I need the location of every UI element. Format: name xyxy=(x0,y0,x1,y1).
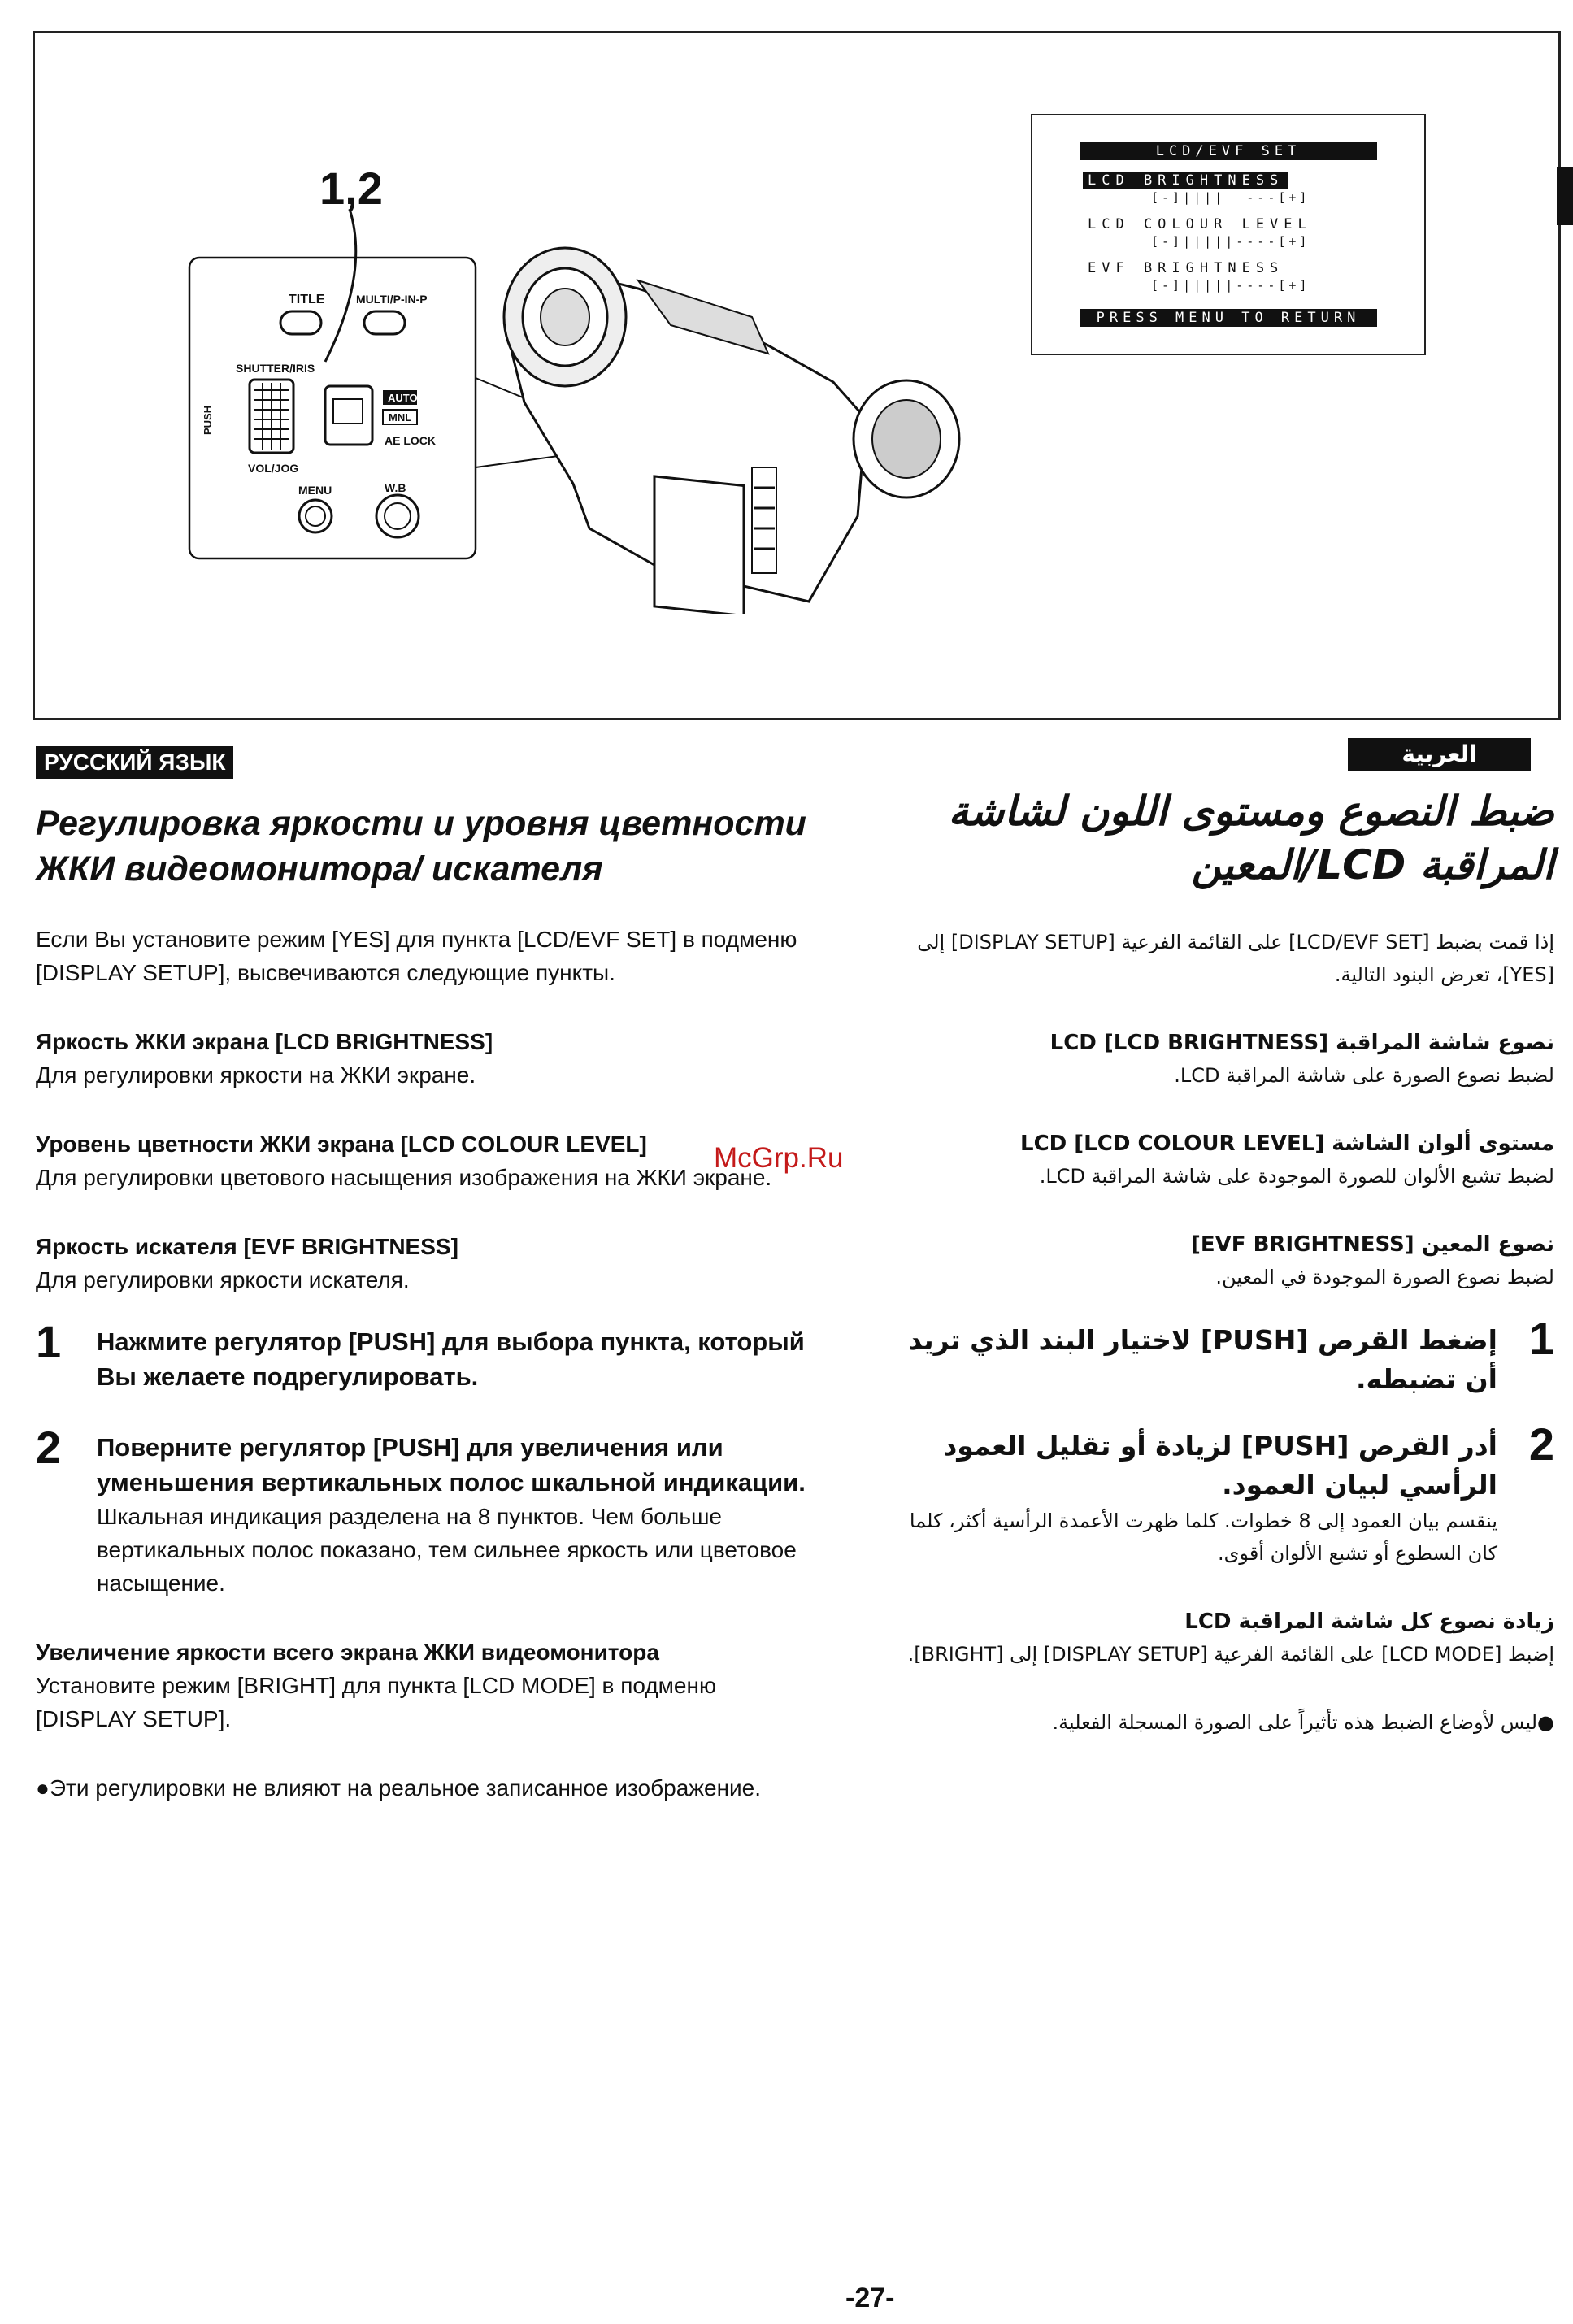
russian-note: ●Эти регулировки не влияют на реальное записанное изображение. xyxy=(36,1775,762,1801)
russian-step xyxy=(36,1422,841,1600)
menu-button-inner xyxy=(306,506,325,526)
voljog-label: VOL/JOG xyxy=(248,462,299,475)
russian-title: Регулировка яркости и уровня цветности ЖКИ видеомонитора/ искателя xyxy=(36,804,806,888)
menu-header: LCD/EVF SET xyxy=(1080,142,1377,160)
arabic-section-heading: مستوى ألوان الشاشة LCD [LCD COLOUR LEVEL] xyxy=(1020,1132,1554,1156)
camcorder-illustration xyxy=(183,159,996,614)
arabic-section-text: لضبط نصوع الصورة الموجودة في المعين. xyxy=(1215,1266,1554,1288)
arabic-title: ضبط النصوع ومستوى اللون لشاشة المراقبة LCD/المعين xyxy=(948,788,1554,888)
menu-screen xyxy=(1031,114,1426,355)
menu-footer: PRESS MENU TO RETURN xyxy=(1080,309,1377,327)
mnl-label: MNL xyxy=(389,411,412,424)
step-number: 1 xyxy=(1528,1313,1554,1364)
step-instruction: أدر القرص [PUSH] لزيادة أو تقليل العمود الرأسي لبيان العمود. xyxy=(943,1430,1497,1501)
russian-full-bright-text: Установите режим [BRIGHT] для пункта [LCD MODE] в подменю [DISPLAY SETUP]. xyxy=(36,1673,716,1731)
russian-section-heading: Уровень цветности ЖКИ экрана [LCD COLOUR LEVEL] xyxy=(36,1132,647,1157)
mode-switch[interactable] xyxy=(325,386,372,445)
arabic-step xyxy=(878,1313,1554,1399)
arabic-language-tag: العربية xyxy=(1348,738,1531,771)
menu-item-evf-brightness: EVF BRIGHTNESS xyxy=(1088,260,1284,276)
russian-section-heading: Яркость ЖКИ экрана [LCD BRIGHTNESS] xyxy=(36,1029,493,1054)
step-note: ينقسم بيان العمود إلى 8 خطوات. كلما ظهرت الأعمدة الرأسية أكثر، كلما كان السطوع أو تشبع الألوان أقوى. xyxy=(909,1510,1497,1565)
arabic-section-text: لضبط تشبع الألوان للصورة الموجودة على شاشة المراقبة LCD. xyxy=(1039,1165,1554,1188)
menu-button-label: MENU xyxy=(298,484,332,497)
title-button[interactable] xyxy=(280,311,321,334)
menu-scale-lcd-brightness: [-]|||| ---[+] xyxy=(1151,190,1310,205)
russian-section-text: Для регулировки цветового насыщения изображения на ЖКИ экране. xyxy=(36,1165,772,1190)
step-note: Шкальная индикация разделена на 8 пунктов. Чем больше вертикальных полос показано, тем сильнее яркость или цветовое насыщение. xyxy=(97,1504,797,1596)
wb-button-label: W.B xyxy=(385,481,406,494)
arabic-section-heading: نصوع المعين [EVF BRIGHTNESS] xyxy=(1191,1232,1554,1257)
step-number: 2 xyxy=(1528,1418,1554,1470)
page-number: -27- xyxy=(845,2283,895,2313)
arabic-full-bright-heading: زيادة نصوع كل شاشة المراقبة LCD xyxy=(1184,1609,1554,1634)
menu-scale-evf-brightness: [-]|||||----[+] xyxy=(1151,278,1310,293)
arabic-step xyxy=(878,1418,1554,1570)
watermark: McGrp.Ru xyxy=(714,1142,844,1174)
step-number: 2 xyxy=(36,1422,62,1473)
title-button-label: TITLE xyxy=(289,293,325,306)
multi-button[interactable] xyxy=(364,311,405,334)
russian-section-text: Для регулировки яркости искателя. xyxy=(36,1267,410,1292)
russian-section-text: Для регулировки яркости на ЖКИ экране. xyxy=(36,1062,476,1088)
viewfinder-eyepiece xyxy=(872,400,941,478)
menu-item-lcd-brightness: LCD BRIGHTNESS xyxy=(1083,172,1288,189)
menu-item-lcd-colour-level: LCD COLOUR LEVEL xyxy=(1088,216,1312,232)
wb-button-inner xyxy=(385,503,411,529)
arabic-full-bright-text: إضبط [LCD MODE] على القائمة الفرعية [DISPLAY SETUP] إلى [BRIGHT]. xyxy=(907,1643,1554,1666)
russian-intro: Если Вы установите режим [YES] для пункта [LCD/EVF SET] в подменю [DISPLAY SETUP], высвечиваются следующие пункты. xyxy=(36,927,797,985)
auto-label: AUTO xyxy=(388,392,418,404)
arabic-column xyxy=(878,784,1554,1739)
menu-scale-lcd-colour-level: [-]|||||----[+] xyxy=(1151,234,1310,249)
lcd-panel xyxy=(654,476,744,614)
arabic-section-heading: نصوع شاشة المراقبة LCD [LCD BRIGHTNESS] xyxy=(1049,1031,1554,1055)
callout-line xyxy=(325,209,356,362)
multi-button-label: MULTI/P-IN-P xyxy=(356,293,428,306)
wb-button[interactable] xyxy=(376,495,419,537)
step-instruction: Нажмите регулятор [PUSH] для выбора пункта, который Вы желаете подрегулировать. xyxy=(97,1327,805,1391)
arabic-note: ●ليس لأوضاع الضبط هذه تأثيراً على الصورة المسجلة الفعلية. xyxy=(1052,1711,1554,1734)
russian-language-tag: РУССКИЙ ЯЗЫК xyxy=(36,746,233,779)
russian-step xyxy=(36,1316,841,1394)
push-label: PUSH xyxy=(202,405,214,435)
ae-lock-label: AE LOCK xyxy=(385,434,436,447)
arabic-section-text: لضبط نصوع الصورة على شاشة المراقبة LCD. xyxy=(1174,1064,1554,1087)
russian-full-bright-heading: Увеличение яркости всего экрана ЖКИ видеомонитора xyxy=(36,1640,659,1665)
shutter-label: SHUTTER/IRIS xyxy=(236,362,315,375)
arabic-intro: إذا قمت بضبط [LCD/EVF SET] على القائمة الفرعية [DISPLAY SETUP] إلى [YES]، تعرض البنود التالية. xyxy=(917,931,1554,986)
side-tab-marker xyxy=(1557,167,1573,225)
russian-section-heading: Яркость искателя [EVF BRIGHTNESS] xyxy=(36,1234,458,1259)
step-instruction: Поверните регулятор [PUSH] для увеличения или уменьшения вертикальных полос шкальной индикации. xyxy=(97,1433,806,1496)
step-instruction: إضغط القرص [PUSH] لاختيار البند الذي تريد أن تضبطه. xyxy=(908,1324,1497,1395)
menu-button[interactable] xyxy=(299,500,332,532)
lens-glass xyxy=(541,289,589,345)
russian-column xyxy=(36,801,844,1805)
callout-label: 1,2 xyxy=(319,163,383,214)
step-number: 1 xyxy=(36,1316,62,1367)
